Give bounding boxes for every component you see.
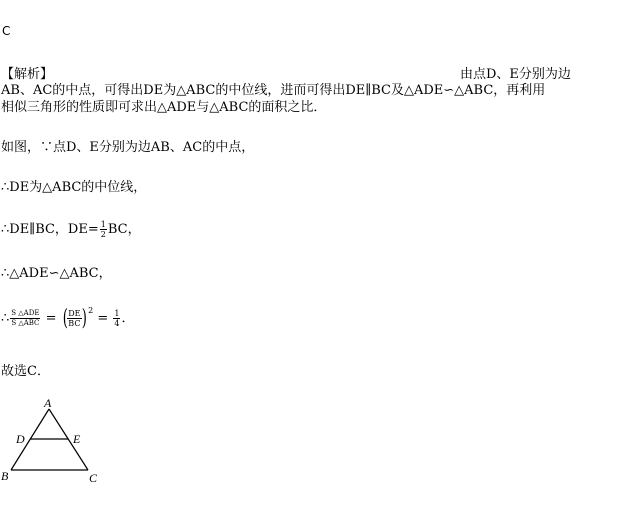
left-paren: ( [62, 305, 68, 331]
label-b: B [1, 469, 9, 483]
solution-conclusion: 故选C． [1, 364, 50, 379]
analysis-line1: 由点D、E分别为边 [460, 67, 571, 82]
quarter-denominator: 4 [114, 319, 120, 328]
solution-step1: 如图，∵点D、E分别为边AB、AC的中点， [1, 140, 255, 155]
exponent: 2 [88, 306, 94, 315]
label-d: D [16, 432, 25, 446]
equals-sign-1: = [45, 311, 57, 326]
quarter-fraction [113, 309, 120, 328]
area-ratio-fraction [10, 309, 40, 328]
label-e: E [73, 432, 81, 446]
solution-step3 [1, 218, 141, 239]
equals-sign-2: = [97, 311, 109, 326]
half-numerator: 1 [100, 220, 106, 229]
triangle-figure [0, 395, 110, 490]
analysis-heading: 【解析】 [1, 67, 54, 82]
side-ratio-denominator: BC [68, 319, 81, 328]
solution-step2: ∴DE为△ABC的中位线， [1, 180, 147, 195]
half-denominator: 2 [100, 230, 106, 239]
solution-step4: ∴△ADE∽△ABC， [1, 266, 112, 281]
solution-step5 [1, 306, 135, 330]
answer-letter: C [2, 24, 11, 38]
side-ratio-numerator: DE [68, 309, 81, 318]
label-c: C [89, 471, 98, 485]
half-fraction [100, 220, 107, 239]
step3-suffix: BC， [107, 222, 141, 237]
step5-end: ． [121, 311, 135, 326]
quarter-numerator: 1 [114, 309, 120, 318]
analysis-line3: 相似三角形的性质即可求出△ADE与△ABC的面积之比． [1, 100, 327, 115]
step3-prefix: ∴DE∥BC，DE= [1, 222, 99, 237]
area-ratio-denominator: S △ABC [11, 319, 40, 327]
area-ratio-numerator: S △ADE [11, 309, 40, 317]
side-ratio-fraction [67, 309, 81, 328]
analysis-line2: AB、AC的中点，可得出DE为△ABC的中位线，进而可得出DE∥BC及△ADE∽△ABC，再利用 [1, 83, 546, 98]
right-paren: ) [81, 305, 87, 331]
therefore-symbol: ∴ [1, 311, 10, 326]
label-a: A [44, 396, 52, 410]
